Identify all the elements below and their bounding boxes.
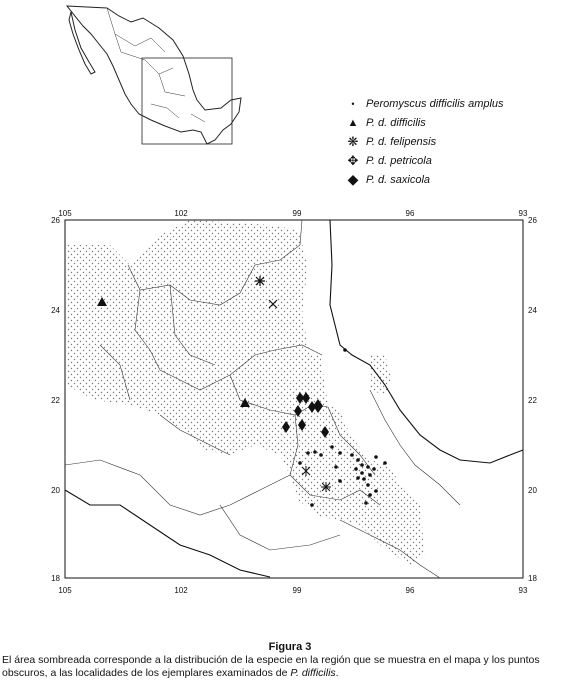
lat-tick-label: 24 [528,306,537,315]
small-dot-symbol-icon: • [351,98,355,109]
amplus-dot-marker [360,463,364,467]
lat-tick-label: 18 [528,574,537,583]
amplus-dot-marker [364,501,368,505]
longitude-ticks-bottom [58,586,528,595]
lat-tick-label: 20 [528,486,537,495]
lon-tick-label: 93 [518,209,528,218]
amplus-dot-marker [362,477,366,481]
amplus-dot-marker [368,473,372,477]
lon-tick-label: 102 [174,586,188,595]
caption-body: El área sombreada corresponde a la distribución de la especie en la región que se muestra en el mapa y los puntos obscuros, a las localidades de los ejemplares examinados de [2,654,540,679]
amplus-dot-marker [310,503,314,507]
legend-label: P. d. saxicola [366,173,431,186]
asterisk-flower-symbol-icon: ❋ [347,133,359,149]
amplus-dot-marker [338,479,342,483]
longitude-ticks-top [58,209,528,218]
open-cross-symbol-icon: ✥ [347,152,359,168]
latitude-ticks-right [528,216,537,583]
legend-item [340,151,570,170]
amplus-dot-marker [366,465,370,469]
amplus-dot-marker [306,451,310,455]
amplus-dot-marker [356,458,360,462]
mexico-outline [67,6,241,144]
legend-label: Peromyscus difficilis amplus [366,97,504,110]
legend-label: P. d. difficilis [366,116,426,129]
legend-item [340,94,570,113]
lon-tick-label: 105 [58,209,72,218]
amplus-dot-marker [374,455,378,459]
map-legend [340,94,570,189]
lon-tick-label: 96 [405,586,415,595]
amplus-dot-marker [368,493,372,497]
lat-tick-label: 24 [51,306,60,315]
lon-tick-label: 102 [174,209,188,218]
amplus-dot-marker [360,471,364,475]
amplus-dot-marker [350,453,354,457]
amplus-dot-marker [298,461,302,465]
amplus-dot-marker [374,489,378,493]
lat-tick-label: 20 [51,486,60,495]
lat-tick-label: 26 [528,216,537,225]
amplus-dot-marker [319,453,323,457]
lon-tick-label: 105 [58,586,72,595]
amplus-dot-marker [356,476,360,480]
amplus-dot-marker [354,467,358,471]
inset-state-lines [107,8,205,122]
lat-tick-label: 18 [51,574,60,583]
lon-tick-label: 99 [292,586,302,595]
lon-tick-label: 99 [292,209,302,218]
amplus-dot-marker [338,451,342,455]
amplus-dot-marker [330,445,334,449]
lat-tick-label: 22 [51,396,60,405]
legend-item [340,132,570,151]
lon-tick-label: 96 [405,209,415,218]
lat-tick-label: 26 [51,216,60,225]
caption-end: . [335,667,339,679]
amplus-dot-marker [343,348,347,352]
amplus-dot-marker [313,450,317,454]
caption-title: Figura 3 [268,641,312,653]
legend-label: P. d. petricola [366,154,432,167]
lon-tick-label: 93 [518,586,528,595]
latitude-ticks-left [51,216,60,583]
study-area-map [40,205,548,605]
amplus-dot-marker [366,483,370,487]
legend-item [340,170,570,189]
legend-item [340,113,570,132]
diamond-symbol-icon: ◆ [347,171,359,187]
figure-caption [0,641,580,680]
caption-text [0,654,580,680]
mexico-inset-map [55,0,245,160]
triangle-symbol-icon: ▲ [347,116,359,129]
caption-species: P. difficilis [290,667,336,679]
legend-label: P. d. felipensis [366,135,437,148]
amplus-dot-marker [334,465,338,469]
amplus-dot-marker [383,461,387,465]
amplus-dot-marker [372,467,376,471]
lat-tick-label: 22 [528,396,537,405]
